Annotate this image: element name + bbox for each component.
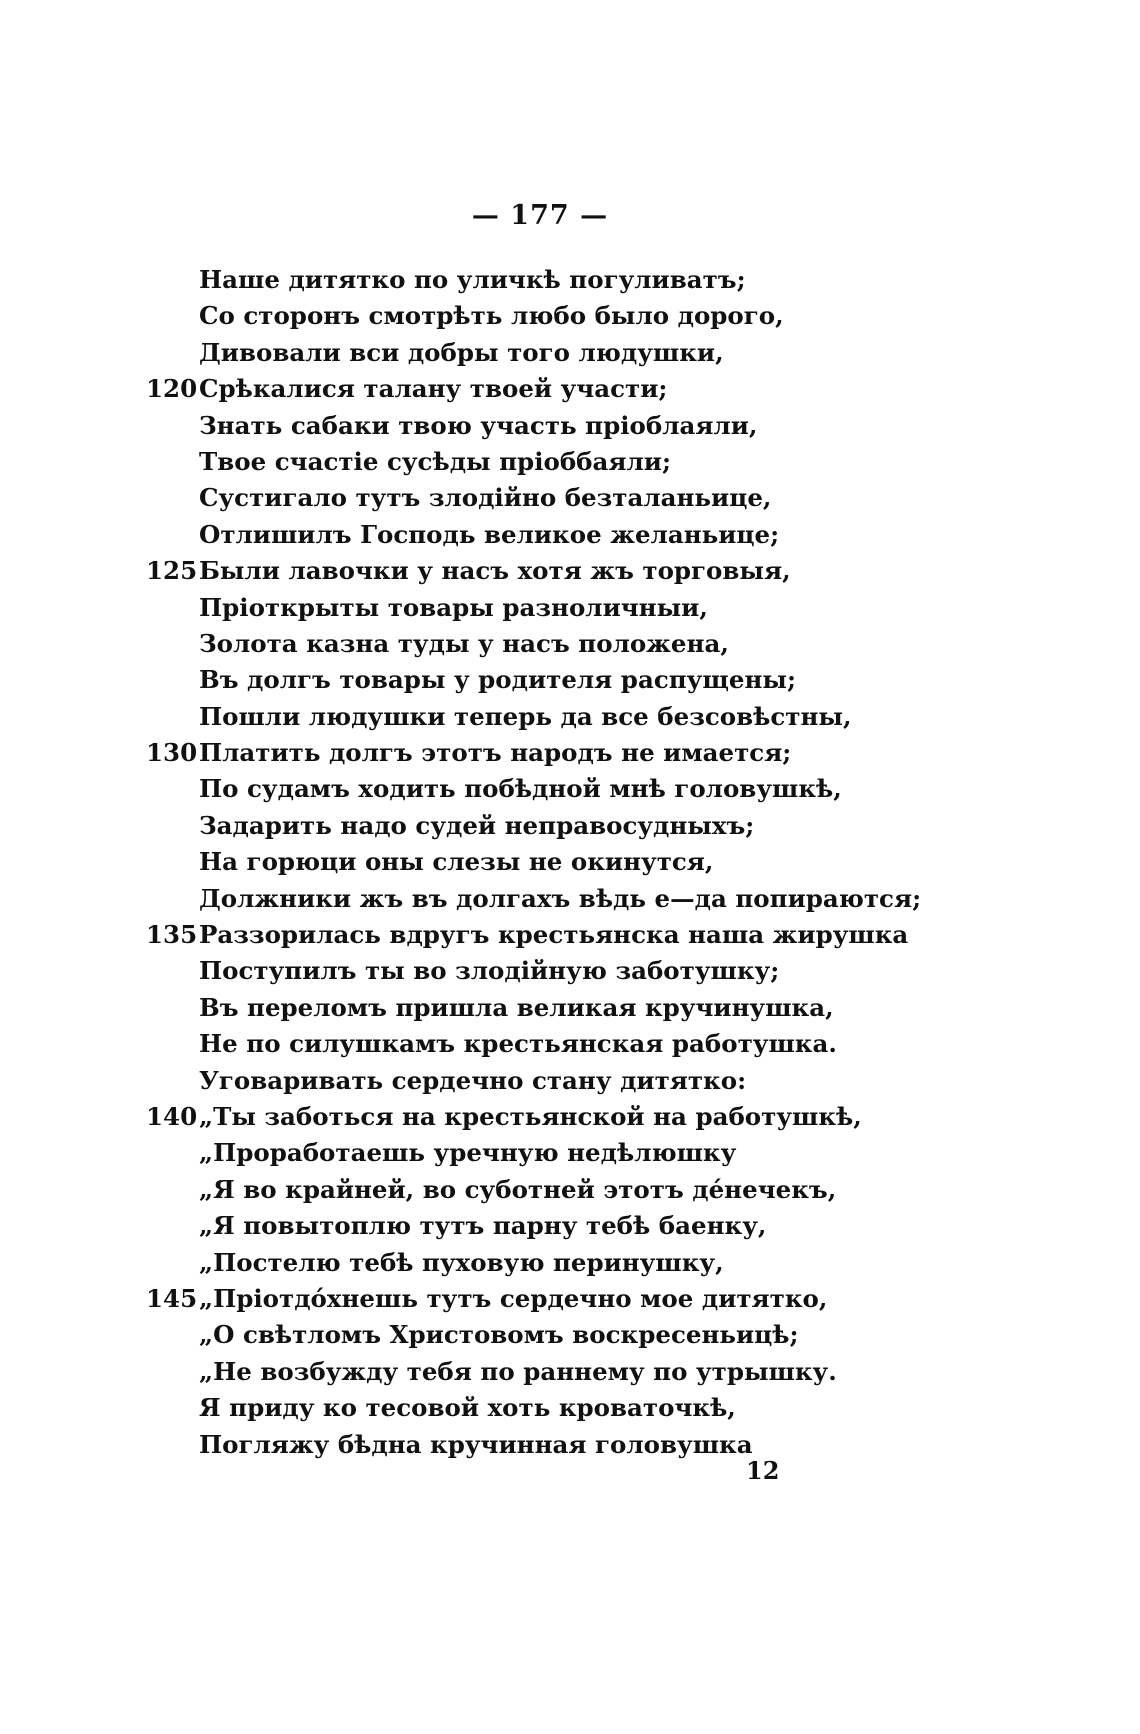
poem-line xyxy=(0,1317,1140,1353)
poem-line xyxy=(0,881,1140,917)
poem-line xyxy=(0,371,1140,407)
line-text: Сустигало тутъ злодійно безталаньице, xyxy=(199,483,772,513)
poem-line xyxy=(0,262,1140,298)
line-text: Платить долгъ этотъ народъ не имается; xyxy=(199,738,792,768)
line-number: 130 xyxy=(146,738,198,768)
poem-line xyxy=(0,553,1140,589)
line-text: Въ долгъ товары у родителя распущены; xyxy=(199,665,796,695)
line-text: Знать сабаки твою участь пріоблаяли, xyxy=(199,410,758,440)
line-text: Уговаривать сердечно стану дитятко: xyxy=(199,1065,747,1095)
poem-line xyxy=(0,1063,1140,1099)
poem-line xyxy=(0,1172,1140,1208)
poem-line xyxy=(0,953,1140,989)
line-number: 120 xyxy=(146,374,198,404)
poem-line xyxy=(0,699,1140,735)
line-text: Золота казна туды у насъ положена, xyxy=(199,628,729,658)
line-number: 145 xyxy=(146,1283,198,1313)
line-text: Пріоткрыты товары разноличныи, xyxy=(199,592,708,622)
poem-line xyxy=(0,408,1140,444)
line-text: „Ты заботься на крестьянской на работушкѣ, xyxy=(199,1101,862,1131)
poem-text xyxy=(0,262,1140,1463)
poem-line xyxy=(0,626,1140,662)
poem-line xyxy=(0,1135,1140,1171)
line-text: Не по силушкамъ крестьянская работушка. xyxy=(199,1029,837,1059)
poem-line xyxy=(0,990,1140,1026)
line-number: 140 xyxy=(146,1101,198,1131)
poem-line xyxy=(0,808,1140,844)
line-text: Дивовали вси добры того людушки, xyxy=(199,337,724,367)
poem-line xyxy=(0,1390,1140,1426)
line-text: Срѣкалися талану твоей участи; xyxy=(199,374,668,404)
line-text: Погляжу бѣдна кручинная головушка xyxy=(199,1429,753,1459)
poem-line xyxy=(0,735,1140,771)
line-text: Со сторонъ смотрѣть любо было дорого, xyxy=(199,301,784,331)
line-number: 125 xyxy=(146,556,198,586)
line-text: Отлишилъ Господь великое желаньице; xyxy=(199,519,780,549)
poem-line xyxy=(0,1026,1140,1062)
line-text: По судамъ ходить побѣдной мнѣ головушкѣ, xyxy=(199,774,842,804)
line-text: Поступилъ ты во злодійную заботушку; xyxy=(199,956,780,986)
line-text: Я приду ко тесовой хоть кроваточкѣ, xyxy=(199,1393,736,1423)
page-number: — 177 — xyxy=(471,200,609,231)
line-text: „Я во крайней, во суботней этотъ де́нечекъ, xyxy=(199,1174,837,1204)
line-text: На горюци оны слезы не окинутся, xyxy=(199,847,714,877)
poem-line xyxy=(0,444,1140,480)
line-text: Въ переломъ пришла великая кручинушка, xyxy=(199,992,834,1022)
line-text: „Проработаешь уречную недѣлюшку xyxy=(199,1138,737,1168)
poem-line xyxy=(0,917,1140,953)
line-text: „Пріотдо́хнешь тутъ сердечно мое дитятко, xyxy=(199,1283,828,1313)
poem-line xyxy=(0,1354,1140,1390)
poem-line xyxy=(0,1099,1140,1135)
line-text: Наше дитятко по уличкѣ погуливатъ; xyxy=(199,265,746,294)
poem-line xyxy=(0,1245,1140,1281)
signature-mark: 12 xyxy=(746,1456,780,1485)
line-text: „Постелю тебѣ пуховую перинушку, xyxy=(199,1247,724,1277)
poem-line xyxy=(0,844,1140,880)
poem-line xyxy=(0,298,1140,334)
line-text: Должники жъ въ долгахъ вѣдь е—да попираются; xyxy=(199,883,922,913)
poem-line xyxy=(0,480,1140,516)
poem-line xyxy=(0,1281,1140,1317)
line-text: Раззорилась вдругъ крестьянска наша жирушка xyxy=(199,920,909,950)
poem-line xyxy=(0,662,1140,698)
poem-line xyxy=(0,335,1140,371)
line-text: Твое счастіе сусѣды пріоббаяли; xyxy=(199,446,671,476)
poem-line xyxy=(0,517,1140,553)
poem-line xyxy=(0,590,1140,626)
poem-line xyxy=(0,1208,1140,1244)
line-text: „Я повытоплю тутъ парну тебѣ баенку, xyxy=(199,1211,767,1241)
line-text: „О свѣтломъ Христовомъ воскресеньицѣ; xyxy=(199,1320,799,1350)
line-number: 135 xyxy=(146,920,198,950)
line-text: „Не возбужду тебя по раннему по утрышку. xyxy=(199,1356,837,1386)
line-text: Были лавочки у насъ хотя жъ торговыя, xyxy=(199,556,791,586)
poem-line xyxy=(0,1427,1140,1463)
poem-line xyxy=(0,771,1140,807)
line-text: Пошли людушки теперь да все безсовѣстны, xyxy=(199,701,852,731)
line-text: Задарить надо судей неправосудныхъ; xyxy=(199,810,755,840)
